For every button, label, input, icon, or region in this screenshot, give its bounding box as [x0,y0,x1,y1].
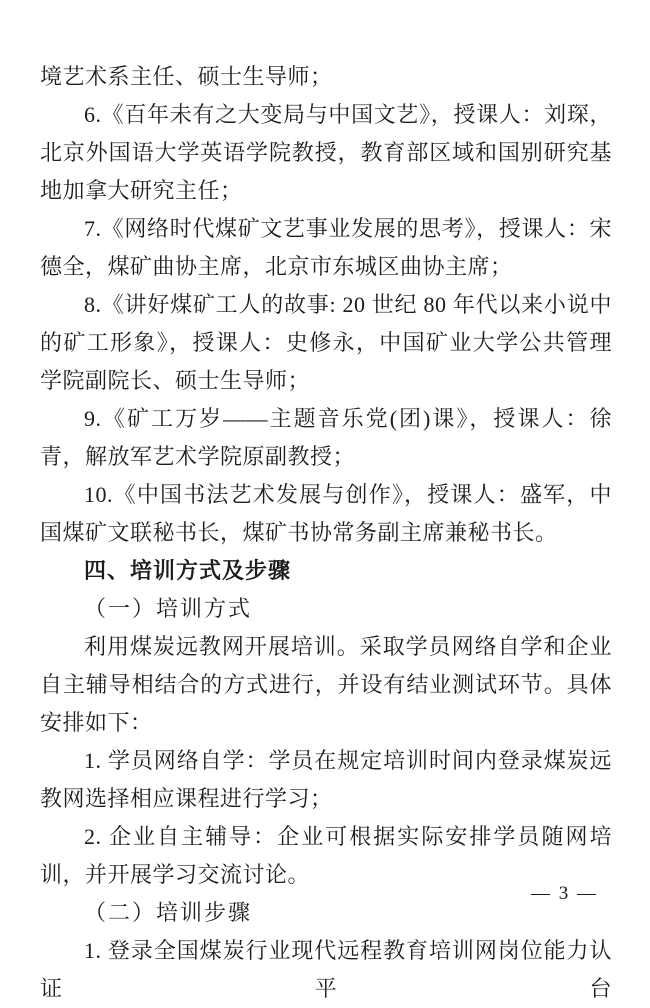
page-number: — 3 — [531,883,598,904]
section-heading: 四、培训方式及步骤 [84,558,292,583]
subsection-heading-1: （一）培训方式 [84,596,253,621]
paragraph-course-9: 9.《矿工万岁——主题音乐党(团)课》，授课人：徐青，解放军艺术学院原副教授； [40,406,612,469]
paragraph-login-step: 1. 登录全国煤炭行业现代远程教育培训网岗位能力认证平台 [40,938,612,1001]
paragraph-training-method: 利用煤炭远教网开展培训。采取学员网络自学和企业自主辅导相结合的方式进行，并设有结业测试环节。具体安排如下： [40,634,612,735]
paragraph-course-8: 8.《讲好煤矿工人的故事: 20 世纪 80 年代以来小说中的矿工形象》，授课人：史修永，中国矿业大学公共管理学院副院长、硕士生导师； [40,292,612,393]
paragraph-enterprise-tutoring: 2. 企业自主辅导：企业可根据实际安排学员随网培训，并开展学习交流讨论。 [40,824,612,887]
paragraph-course-7: 7.《网络时代煤矿文艺事业发展的思考》，授课人：宋德全，煤矿曲协主席，北京市东城区曲协主席； [40,216,612,279]
paragraph-continuation: 境艺术系主任、硕士生导师； [40,64,333,89]
paragraph-course-6: 6.《百年未有之大变局与中国文艺》，授课人：刘琛，北京外国语大学英语学院教授，教育部区域和国别研究基地加拿大研究主任； [40,102,612,203]
subsection-heading-2: （二）培训步骤 [84,900,253,925]
paragraph-self-study: 1. 学员网络自学：学员在规定培训时间内登录煤炭远教网选择相应课程进行学习； [40,748,612,811]
paragraph-course-10: 10.《中国书法艺术发展与创作》，授课人：盛军，中国煤矿文联秘书长，煤矿书协常务副主席兼秘书长。 [40,482,612,545]
